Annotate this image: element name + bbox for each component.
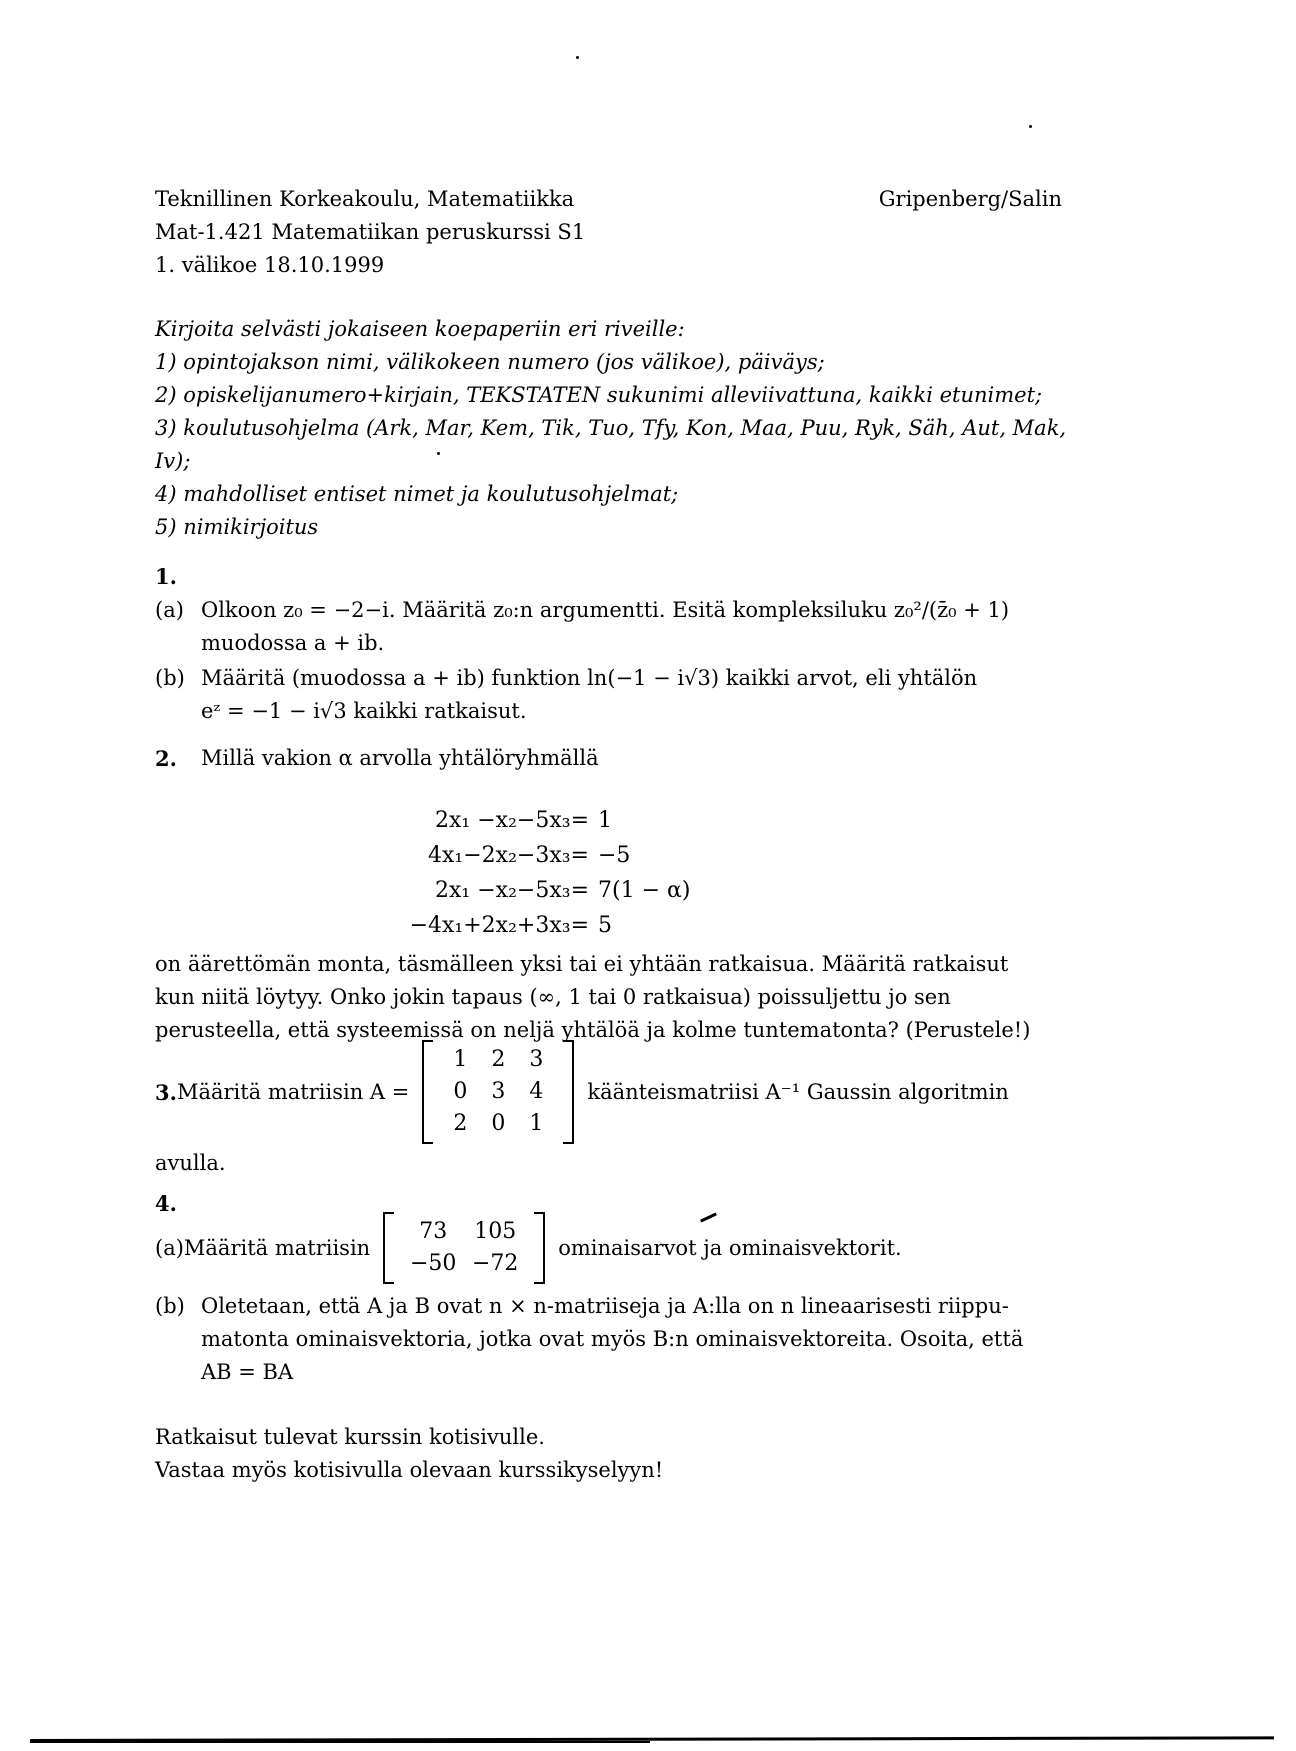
footer-line2: Vastaa myös kotisivulla olevaan kurssikyselyyn! [155, 1458, 664, 1482]
problem1-number: 1. [155, 564, 177, 589]
problem4a-row [155, 1212, 1062, 1284]
matrix-cell: 1 [529, 1111, 544, 1136]
matrix-cell: 0 [453, 1079, 468, 1104]
problem1b [155, 662, 1062, 728]
problem2-outro [155, 948, 1062, 1047]
matrix-cell: 0 [491, 1111, 506, 1136]
matrix-4a [383, 1212, 545, 1284]
matrix-cell: 73 [419, 1219, 448, 1244]
problem4b-label: (b) [155, 1294, 185, 1318]
equation-4-lhs: −4x₁+2x₂+3x₃= [409, 913, 589, 938]
matrix-cell: 4 [529, 1079, 544, 1104]
problem1a [155, 594, 1062, 660]
matrix-cell: −50 [409, 1251, 457, 1276]
problem2-outro-line1: on äärettömän monta, täsmälleen yksi tai ei yhtään ratkaisua. Määritä ratkaisut [155, 952, 1009, 976]
equation-row-3 [155, 873, 1062, 908]
matrix-left-bracket [422, 1040, 433, 1144]
instruction-item-3: 3) koulutusohjelma (Ark, Mar, Kem, Tik, Tuo, Tfy, Kon, Maa, Puu, Ryk, Säh, Aut, Mak, [155, 416, 1067, 440]
header [155, 183, 1062, 282]
equation-2-rhs: −5 [598, 843, 631, 868]
exam-line: 1. välikoe 18.10.1999 [155, 253, 385, 277]
examiners: Gripenberg/Salin [878, 187, 1062, 211]
matrix-cell: 3 [529, 1047, 544, 1072]
instructions [155, 313, 1067, 544]
problem4b [155, 1290, 1062, 1389]
matrix-a-cells [433, 1040, 563, 1144]
problem4a-after-matrix: ominaisarvot ja ominaisvektorit. [558, 1235, 902, 1260]
instruction-item-5: 5) nimikirjoitus [155, 515, 319, 539]
equation-4-rhs: 5 [598, 913, 612, 938]
matrix-a [422, 1040, 574, 1144]
matrix-cell: 1 [453, 1047, 468, 1072]
problem3-tail: avulla. [155, 1151, 226, 1175]
scan-speck [576, 56, 579, 59]
problem3-before-matrix: Määritä matriisin A = [176, 1079, 410, 1104]
matrix-right-bracket [534, 1212, 545, 1284]
equation-3-rhs: 7(1 − α) [598, 878, 691, 903]
equation-row-4 [155, 908, 1062, 943]
problem2-intro: Millä vakion α arvolla yhtälöryhmällä [201, 746, 599, 770]
footer [155, 1421, 1062, 1487]
equation-3-lhs: 2x₁ −x₂−5x₃= [435, 878, 589, 903]
problem2-outro-line2: kun niitä löytyy. Onko jokin tapaus (∞, 1 tai 0 ratkaisua) poissuljettu jo sen [155, 985, 951, 1009]
problem4a-label: (a) [155, 1235, 184, 1260]
instruction-item-3-cont: Iv); [155, 449, 191, 473]
matrix-left-bracket [383, 1212, 394, 1284]
problem4b-line1: Oletetaan, että A ja B ovat n × n-matriiseja ja A:lla on n lineaarisesti riippu- [201, 1294, 1009, 1318]
scan-speck [437, 452, 440, 455]
problem4b-line3: AB = BA [201, 1360, 294, 1384]
matrix-cell: 2 [453, 1111, 468, 1136]
matrix-cell: 105 [474, 1219, 517, 1244]
footer-line1: Ratkaisut tulevat kurssin kotisivulle. [155, 1425, 545, 1449]
equation-system [155, 803, 1062, 943]
problem2-outro-line3: perusteella, että systeemissä on neljä yhtälöä ja kolme tuntematonta? (Perustele!) [155, 1018, 1031, 1042]
problem2-number: 2. [155, 746, 177, 771]
matrix-right-bracket [563, 1040, 574, 1144]
problem3-number: 3. [155, 1079, 177, 1105]
problem1b-label: (b) [155, 666, 185, 690]
problem4-number: 4. [155, 1191, 177, 1216]
problem3-after-matrix: käänteismatriisi A⁻¹ Gaussin algoritmin [587, 1079, 1009, 1104]
problem1a-line2: muodossa a + ib. [201, 631, 385, 655]
problem1a-line1: Olkoon z₀ = −2−i. Määritä z₀:n argumentti. Esitä kompleksiluku z₀²/(z̄₀ + 1) [201, 598, 1010, 622]
problem3-row [155, 1040, 1062, 1144]
institution: Teknillinen Korkeakoulu, Matematiikka [155, 187, 575, 211]
matrix-4a-cells [394, 1212, 534, 1284]
equation-2-lhs: 4x₁−2x₂−3x₃= [428, 843, 589, 868]
equation-1-lhs: 2x₁ −x₂−5x₃= [435, 808, 589, 833]
instruction-item-1: 1) opintojakson nimi, välikokeen numero (jos välikoe), päiväys; [155, 350, 825, 374]
course-line: Mat-1.421 Matematiikan peruskurssi S1 [155, 220, 586, 244]
matrix-cell: 2 [491, 1047, 506, 1072]
equation-row-2 [155, 838, 1062, 873]
problem4b-line2: matonta ominaisvektoria, jotka ovat myös B:n ominaisvektoreita. Osoita, että [201, 1327, 1024, 1351]
equation-row-1 [155, 803, 1062, 838]
problem1b-line2: eᶻ = −1 − i√3 kaikki ratkaisut. [201, 699, 527, 723]
scan-speck [1029, 125, 1032, 128]
instruction-item-4: 4) mahdolliset entiset nimet ja koulutusohjelmat; [155, 482, 679, 506]
problem1b-line1: Määritä (muodossa a + ib) funktion ln(−1 − i√3) kaikki arvot, eli yhtälön [201, 666, 978, 690]
matrix-cell: 3 [491, 1079, 506, 1104]
matrix-cell: −72 [471, 1251, 519, 1276]
scan-edge-line-thick [30, 1741, 650, 1743]
instruction-item-2: 2) opiskelijanumero+kirjain, TEKSTATEN sukunimi alleviivattuna, kaikki etunimet; [155, 383, 1043, 407]
instructions-intro: Kirjoita selvästi jokaiseen koepaperiin eri riveille: [155, 317, 685, 341]
problem2-intro-row [155, 742, 1062, 775]
problem4a-before-matrix: Määritä matriisin [183, 1235, 371, 1260]
problem1a-label: (a) [155, 598, 184, 622]
equation-1-rhs: 1 [598, 808, 612, 833]
